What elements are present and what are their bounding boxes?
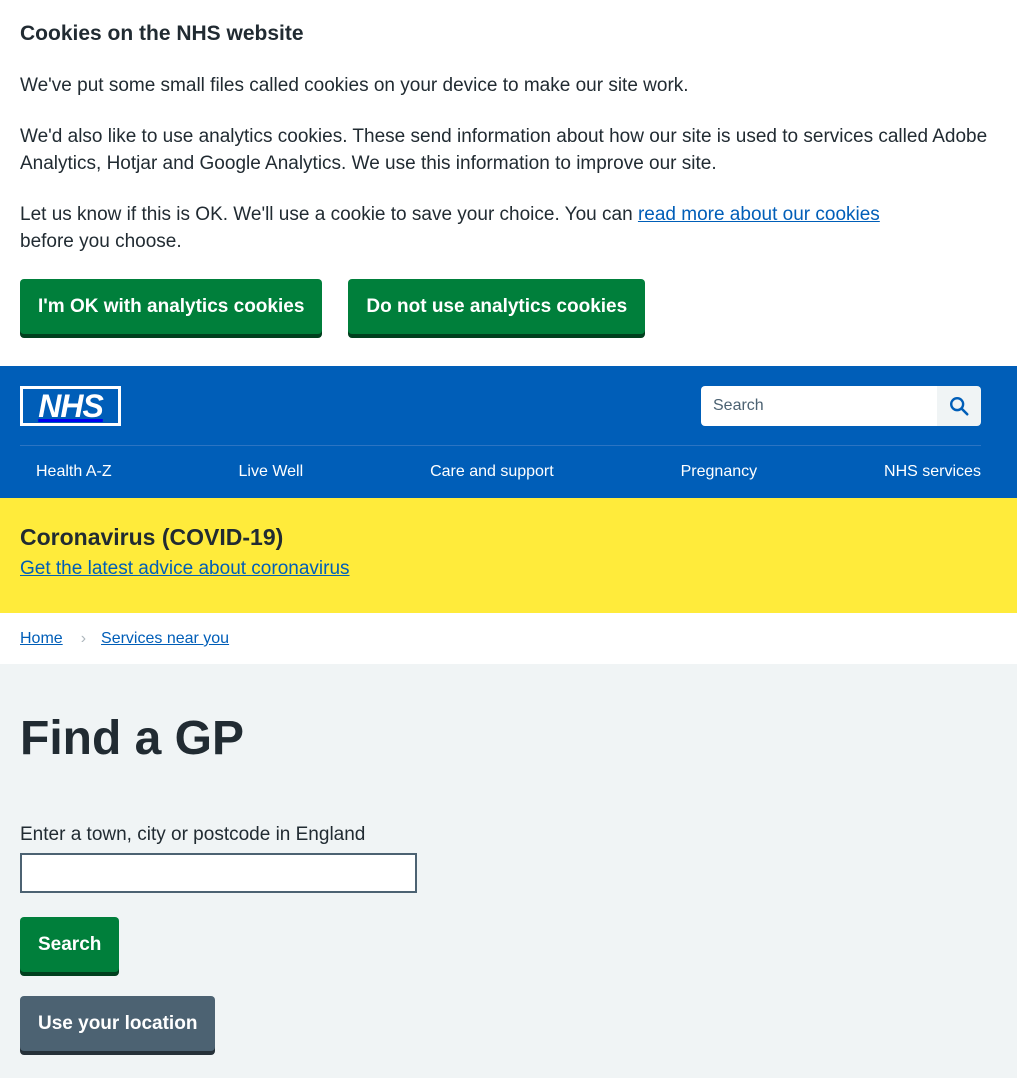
primary-nav [20, 446, 981, 497]
nav-live-well[interactable]: Live Well [238, 462, 304, 480]
cookie-banner-para-3 [20, 201, 997, 255]
cookie-banner-para-2: We'd also like to use analytics cookies. These send information about how our site is used to services called Adobe Analytics, Hotjar and Google Analytics. We use this information to improve our site. [20, 126, 988, 174]
site-header [0, 366, 1017, 498]
cookie-banner-title: Cookies on the NHS website [20, 22, 304, 45]
cookie-para-3-start: Let us know if this is OK. We'll use a cookie to save your choice. You can [20, 204, 638, 225]
breadcrumb [0, 613, 1017, 664]
breadcrumb-services-near-you[interactable]: Services near you [101, 630, 230, 647]
nhs-logo[interactable] [20, 386, 121, 426]
read-more-cookies-link[interactable]: read more about our cookies [637, 204, 880, 225]
nhs-logo-text: NHS [23, 389, 118, 423]
reject-analytics-cookies-button[interactable]: Do not use analytics cookies [348, 279, 645, 334]
cookie-para-3-end: before you choose. [20, 231, 182, 252]
nav-nhs-services[interactable]: NHS services [884, 462, 981, 480]
nav-pregnancy[interactable]: Pregnancy [680, 462, 758, 480]
covid-banner [0, 498, 1017, 613]
main-content [0, 664, 1017, 1051]
location-input[interactable] [20, 853, 417, 893]
header-search-button[interactable] [937, 386, 981, 426]
breadcrumb-home[interactable]: Home [20, 630, 63, 647]
chevron-right-icon: › [80, 630, 87, 647]
page-title: Find a GP [20, 712, 245, 765]
search-button[interactable]: Search [20, 917, 119, 972]
use-your-location-button[interactable]: Use your location [20, 996, 215, 1051]
location-label: Enter a town, city or postcode in England [20, 824, 366, 845]
header-search-input[interactable] [701, 386, 937, 426]
header-top [20, 366, 981, 446]
search-icon [948, 395, 970, 417]
accept-analytics-cookies-button[interactable]: I'm OK with analytics cookies [20, 279, 322, 334]
covid-banner-title: Coronavirus (COVID-19) [20, 524, 284, 550]
nav-health-a-z[interactable]: Health A-Z [36, 462, 112, 480]
nav-care-and-support[interactable]: Care and support [430, 462, 554, 480]
cookie-banner-para-1: We've put some small files called cookies on your device to make our site work. [20, 75, 689, 96]
covid-advice-link[interactable]: Get the latest advice about coronavirus [20, 558, 350, 579]
cookie-buttons [20, 279, 997, 334]
header-search [701, 386, 981, 426]
cookie-banner [0, 0, 1017, 366]
